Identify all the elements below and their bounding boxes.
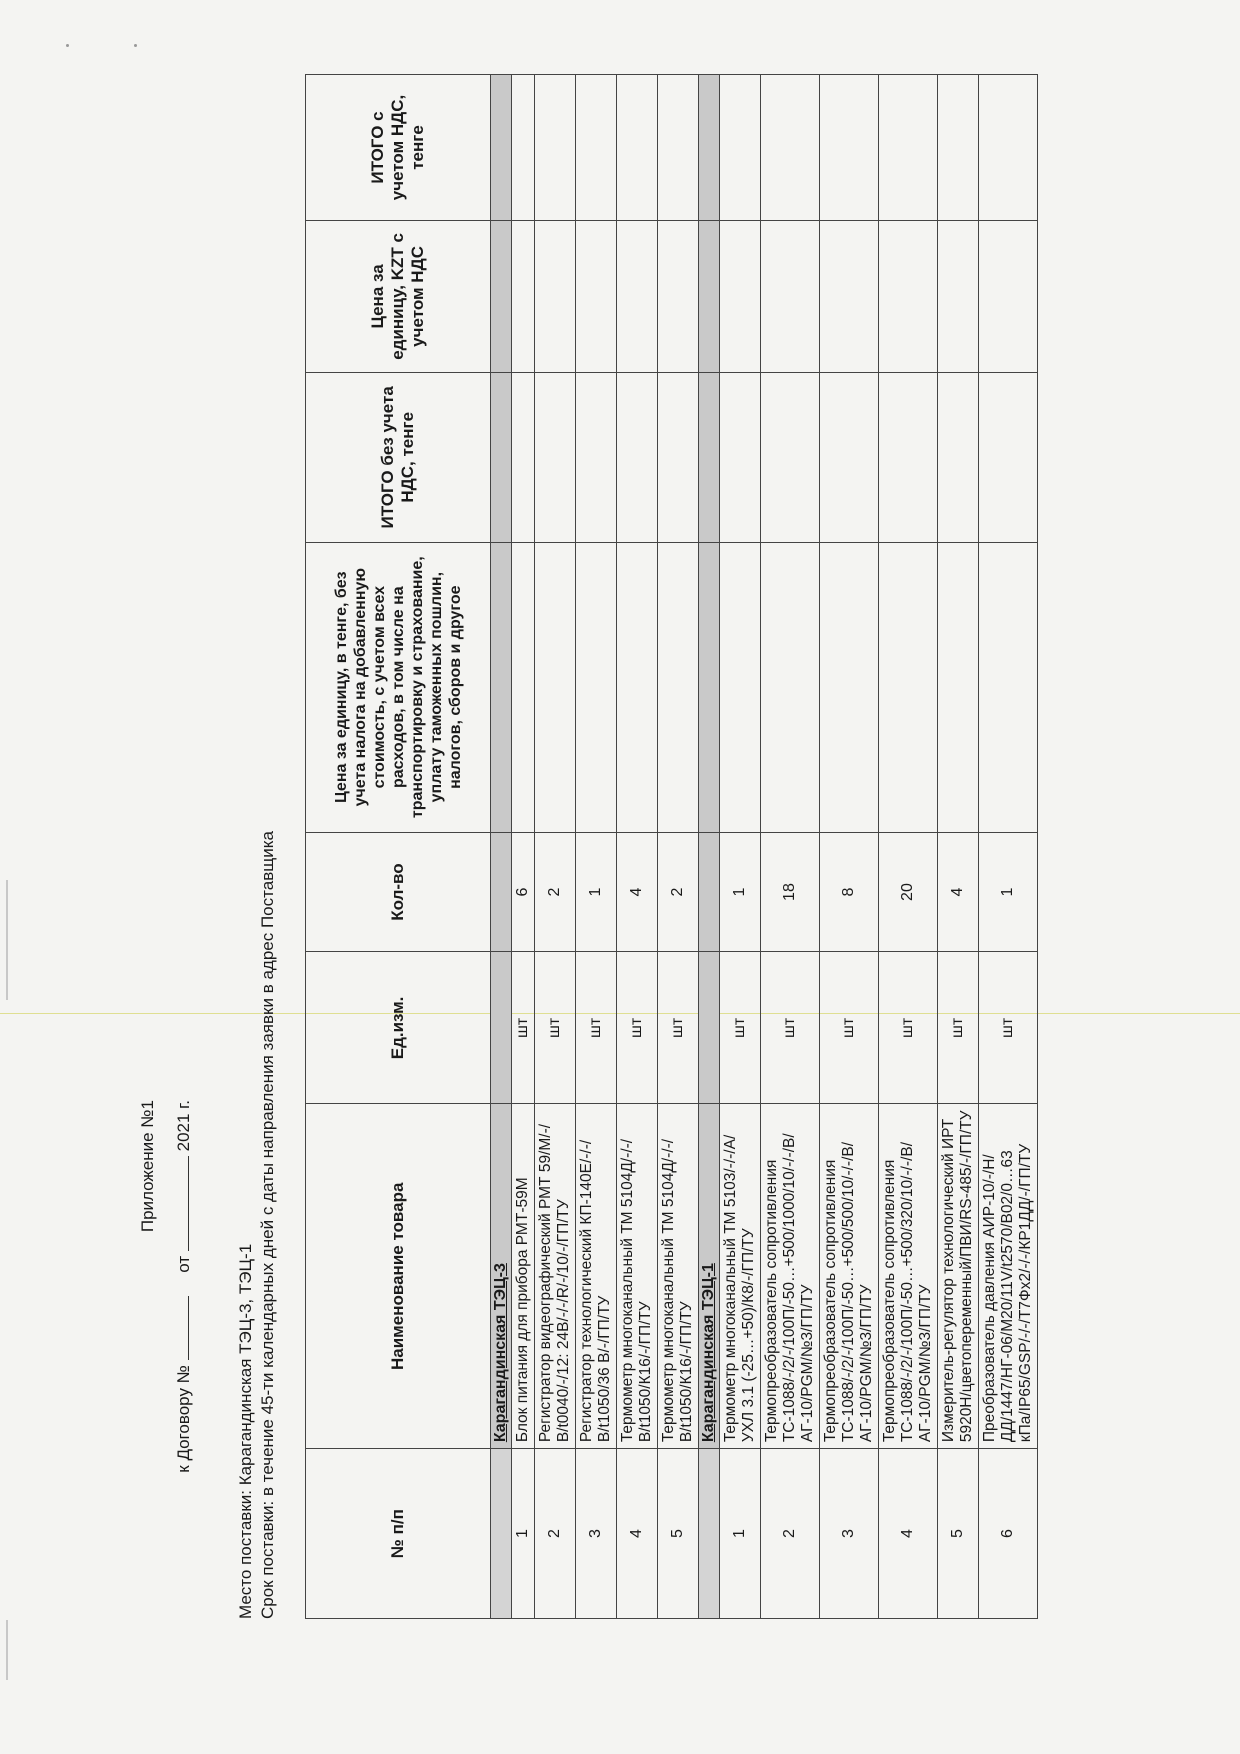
header-price-no-vat: Цена за единицу, в тенге, без учета налога на добавленную стоимость, с учетом всех расходов, в том числе на транспортировку и страхование, уплату таможенных пошлин, налогов, сборов и другое	[306, 542, 491, 832]
header-price-vat: Цена за единицу, KZT с учетом НДС	[306, 220, 491, 372]
table-body	[491, 75, 1038, 1619]
group-empty-cell	[699, 832, 720, 952]
total-vat-cell[interactable]	[720, 75, 761, 221]
price-vat-cell[interactable]	[576, 220, 617, 372]
price-vat-cell[interactable]	[820, 220, 879, 372]
group-empty-cell	[699, 542, 720, 832]
unit-cell: шт	[938, 952, 979, 1104]
total-no-vat-cell[interactable]	[658, 372, 699, 542]
price-no-vat-cell[interactable]	[512, 542, 535, 832]
group-empty-cell	[491, 542, 512, 832]
unit-cell: шт	[720, 952, 761, 1104]
header-name: Наименование товара	[306, 1104, 491, 1449]
quantity-cell: 4	[617, 832, 658, 952]
row-number: 5	[938, 1449, 979, 1619]
price-vat-cell[interactable]	[879, 220, 938, 372]
total-vat-cell[interactable]	[576, 75, 617, 221]
item-name: Регистратор видеографический РМТ 59/М/-/В/t0040/-/12: 24В/-/-/R/-/10/-/ГП/ТУ	[535, 1104, 576, 1449]
item-name: Блок питания для прибора РМТ-59М	[512, 1104, 535, 1449]
row-number: 2	[761, 1449, 820, 1619]
header-total-vat: ИТОГО с учетом НДС, тенге	[306, 75, 491, 221]
row-number: 1	[512, 1449, 535, 1619]
contract-prefix: к Договору №	[174, 1365, 193, 1473]
group-empty-cell	[491, 832, 512, 952]
total-no-vat-cell[interactable]	[820, 372, 879, 542]
item-name: Регистратор технологический КП-140Е/-/-/В/t1050/36 В/-/ГП/ТУ	[576, 1104, 617, 1449]
group-empty-cell	[491, 75, 512, 221]
total-no-vat-cell[interactable]	[617, 372, 658, 542]
table-row	[979, 75, 1038, 1619]
header-num: № п/п	[306, 1449, 491, 1619]
table-row	[576, 75, 617, 1619]
table-row	[938, 75, 979, 1619]
delivery-info	[235, 831, 279, 1619]
price-vat-cell[interactable]	[658, 220, 699, 372]
price-no-vat-cell[interactable]	[617, 542, 658, 832]
row-number: 4	[617, 1449, 658, 1619]
group-empty-cell	[699, 372, 720, 542]
appendix-header	[130, 1100, 202, 1473]
price-no-vat-cell[interactable]	[879, 542, 938, 832]
unit-cell: шт	[820, 952, 879, 1104]
delivery-place: Место поставки: Карагандинская ТЭЦ-3, ТЭЦ-1	[236, 1243, 255, 1619]
appendix-title: Приложение №1	[138, 1100, 157, 1233]
group-empty-cell	[699, 220, 720, 372]
quantity-cell: 18	[761, 832, 820, 952]
quantity-cell: 6	[512, 832, 535, 952]
quantity-cell: 1	[720, 832, 761, 952]
total-no-vat-cell[interactable]	[535, 372, 576, 542]
total-no-vat-cell[interactable]	[512, 372, 535, 542]
date-blank	[187, 1156, 189, 1251]
total-vat-cell[interactable]	[658, 75, 699, 221]
row-number: 2	[535, 1449, 576, 1619]
item-name: Преобразователь давления АИР-10/-/Н/ДД/1447/НГ-06/М20/11V/t2570/В02/0…63 кПа/IP65/GSP/-/-/Т7Фх2/-/-/КР1ДД/-/ГП/ТУ	[979, 1104, 1038, 1449]
total-vat-cell[interactable]	[512, 75, 535, 221]
total-vat-cell[interactable]	[535, 75, 576, 221]
unit-cell: шт	[879, 952, 938, 1104]
item-name: Термометр многоканальный ТМ 5104Д/-/-/В/t1050/К16/-/ГП/ТУ	[617, 1104, 658, 1449]
quantity-cell: 8	[820, 832, 879, 952]
delivery-term: Срок поставки: в течение 45-ти календарных дней с даты направления заявки в адрес Поставщика	[258, 831, 277, 1619]
price-no-vat-cell[interactable]	[658, 542, 699, 832]
quantity-cell: 1	[979, 832, 1038, 952]
group-empty-cell	[491, 220, 512, 372]
price-vat-cell[interactable]	[617, 220, 658, 372]
quantity-cell: 20	[879, 832, 938, 952]
group-title: Карагандинская ТЭЦ-3	[491, 1104, 512, 1449]
unit-cell: шт	[535, 952, 576, 1104]
group-empty-cell	[491, 952, 512, 1104]
price-vat-cell[interactable]	[938, 220, 979, 372]
group-empty-cell	[699, 75, 720, 221]
header-qty: Кол-во	[306, 832, 491, 952]
price-vat-cell[interactable]	[512, 220, 535, 372]
year-suffix: 2021 г.	[174, 1100, 193, 1152]
price-no-vat-cell[interactable]	[938, 542, 979, 832]
table-row	[761, 75, 820, 1619]
item-name: Термопреобразователь сопротивления ТС-1088/-/2/-/100П/-50…+500/1000/10/-/-/В/АГ-10/PGM/№3/ГП/ТУ	[761, 1104, 820, 1449]
total-no-vat-cell[interactable]	[938, 372, 979, 542]
table-row	[879, 75, 938, 1619]
row-number: 3	[820, 1449, 879, 1619]
total-no-vat-cell[interactable]	[761, 372, 820, 542]
total-no-vat-cell[interactable]	[979, 372, 1038, 542]
quantity-cell: 2	[535, 832, 576, 952]
table-row	[535, 75, 576, 1619]
group-row	[699, 75, 720, 1619]
total-vat-cell[interactable]	[761, 75, 820, 221]
row-number: 1	[720, 1449, 761, 1619]
total-no-vat-cell[interactable]	[720, 372, 761, 542]
row-number: 6	[979, 1449, 1038, 1619]
table-row	[820, 75, 879, 1619]
price-no-vat-cell[interactable]	[720, 542, 761, 832]
total-vat-cell[interactable]	[879, 75, 938, 221]
row-number: 4	[879, 1449, 938, 1619]
item-name: Термометр многоканальный ТМ 5103/-/-/А/УХЛ 3.1 (-25…+50)/К8/-/ГП/ТУ	[720, 1104, 761, 1449]
unit-cell: шт	[512, 952, 535, 1104]
table-row	[658, 75, 699, 1619]
items-table	[305, 74, 1038, 1619]
contract-line	[166, 1100, 202, 1473]
row-number: 3	[576, 1449, 617, 1619]
header-unit: Ед.изм.	[306, 952, 491, 1104]
price-no-vat-cell[interactable]	[576, 542, 617, 832]
group-num-cell	[699, 1449, 720, 1619]
group-title: Карагандинская ТЭЦ-1	[699, 1104, 720, 1449]
group-empty-cell	[699, 952, 720, 1104]
price-no-vat-cell[interactable]	[820, 542, 879, 832]
quantity-cell: 2	[658, 832, 699, 952]
from-label: от	[174, 1255, 193, 1273]
price-no-vat-cell[interactable]	[761, 542, 820, 832]
table-header-row	[306, 75, 491, 1619]
group-empty-cell	[491, 372, 512, 542]
contract-number-blank	[187, 1296, 189, 1360]
total-vat-cell[interactable]	[938, 75, 979, 221]
total-vat-cell[interactable]	[979, 75, 1038, 221]
table-row	[512, 75, 535, 1619]
row-number: 5	[658, 1449, 699, 1619]
price-vat-cell[interactable]	[979, 220, 1038, 372]
item-name: Термометр многоканальный ТМ 5104Д/-/-/В/t1050/К16/-/ГП/ТУ	[658, 1104, 699, 1449]
quantity-cell: 1	[576, 832, 617, 952]
item-name: Измеритель-регулятор технологический ИРТ 5920Н/цветопеременный/ПВИ/RS-485/-/ГП/ТУ	[938, 1104, 979, 1449]
group-num-cell	[491, 1449, 512, 1619]
price-vat-cell[interactable]	[720, 220, 761, 372]
table-row	[617, 75, 658, 1619]
item-name: Термопреобразователь сопротивления ТС-1088/-/2/-/100П/-50…+500/320/10/-/-/В/АГ-10/PGM/№3/ГП/ТУ	[879, 1104, 938, 1449]
price-no-vat-cell[interactable]	[535, 542, 576, 832]
header-total-no-vat: ИТОГО без учета НДС, тенге	[306, 372, 491, 542]
unit-cell: шт	[617, 952, 658, 1104]
item-name: Термопреобразователь сопротивления ТС-1088/-/2/-/100П/-50…+500/500/10/-/-/В/АГ-10/PGM/№3/ГП/ТУ	[820, 1104, 879, 1449]
total-vat-cell[interactable]	[820, 75, 879, 221]
group-row	[491, 75, 512, 1619]
unit-cell: шт	[658, 952, 699, 1104]
unit-cell: шт	[761, 952, 820, 1104]
quantity-cell: 4	[938, 832, 979, 952]
unit-cell: шт	[979, 952, 1038, 1104]
table-row	[720, 75, 761, 1619]
price-vat-cell[interactable]	[535, 220, 576, 372]
price-vat-cell[interactable]	[761, 220, 820, 372]
total-no-vat-cell[interactable]	[576, 372, 617, 542]
price-no-vat-cell[interactable]	[979, 542, 1038, 832]
total-vat-cell[interactable]	[617, 75, 658, 221]
unit-cell: шт	[576, 952, 617, 1104]
total-no-vat-cell[interactable]	[879, 372, 938, 542]
